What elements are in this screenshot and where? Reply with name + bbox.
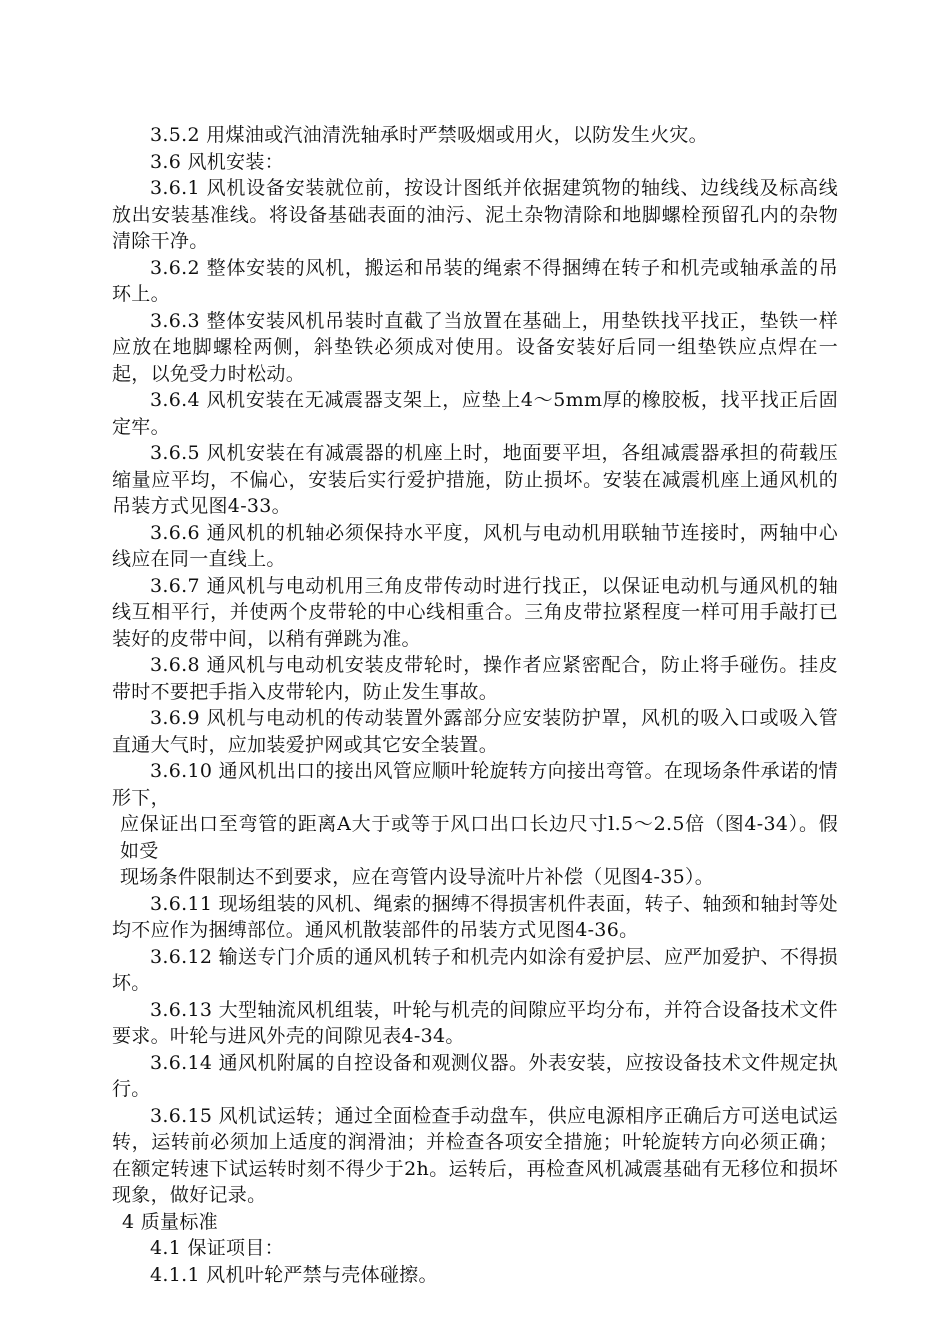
paragraph-3-6-5: 3.6.5 风机安装在有减震器的机座上时，地面要平坦，各组减震器承担的荷载压缩量应平均，不偏心，安装后实行爱护措施，防止损坏。安装在减震机座上通风机的吊装方式见图4-33。 — [112, 442, 838, 517]
section-heading-4: 4 质量标准 — [122, 1210, 218, 1233]
paragraph-3-6-8: 3.6.8 通风机与电动机安装皮带轮时，操作者应紧密配合，防止将手碰伤。挂皮带时不要把手指入皮带轮内，防止发生事故。 — [112, 654, 838, 703]
paragraph-3-6-3: 3.6.3 整体安装风机吊装时直截了当放置在基础上，用垫铁找平找正，垫铁一样应放在地脚螺栓两侧，斜垫铁必须成对使用。设备安装好后同一组垫铁应点焊在一起，以免受力时松动。 — [112, 309, 838, 385]
paragraph-3-6-12: 3.6.12 输送专门介质的通风机转子和机壳内如涂有爱护层、应严加爱护、不得损坏。 — [112, 945, 838, 994]
paragraph-3-6-10-continued: 应保证出口至弯管的距离A大于或等于风口出口长边尺寸l.5～2.5倍（图4-34）。假如受 — [120, 813, 838, 862]
paragraph-3-6-2: 3.6.2 整体安装的风机，搬运和吊装的绳索不得捆缚在转子和机壳或轴承盖的吊环上。 — [112, 256, 838, 305]
section-heading-3-6: 3.6 风机安装： — [150, 150, 284, 173]
paragraph-3-6-10: 3.6.10 通风机出口的接出风管应顺叶轮旋转方向接出弯管。在现场条件承诺的情形下， — [112, 760, 838, 809]
paragraph-3-6-4: 3.6.4 风机安装在无减震器支架上，应垫上4～5mm厚的橡胶板，找平找正后固定牢。 — [112, 389, 838, 438]
section-heading-4-1: 4.1 保证项目： — [150, 1237, 284, 1259]
paragraph-3-6-7: 3.6.7 通风机与电动机用三角皮带传动时进行找正，以保证电动机与通风机的轴线互相平行，并使两个皮带轮的中心线相重合。三角皮带拉紧程度一样可用手敲打已装好的皮带中间，以稍有弹跳为准。 — [112, 574, 838, 650]
paragraph-3-6-10-end: 现场条件限制达不到要求，应在弯管内设导流叶片补偿（见图4-35）。 — [120, 866, 715, 888]
paragraph-3-6-13: 3.6.13 大型轴流风机组装，叶轮与机壳的间隙应平均分布，并符合设备技术文件要求。叶轮与进风外壳的间隙见表4-34。 — [112, 998, 838, 1047]
paragraph-3-6-11: 3.6.11 现场组装的风机、绳索的捆缚不得损害机件表面，转子、轴颈和轴封等处均不应作为捆缚部位。通风机散装部件的吊装方式见图4-36。 — [112, 892, 838, 941]
paragraph-3-6-9: 3.6.9 风机与电动机的传动装置外露部分应安装防护罩，风机的吸入口或吸入管直通大气时，应加装爱护网或其它安全装置。 — [112, 707, 838, 756]
paragraph-3-6-6: 3.6.6 通风机的机轴必须保持水平度，风机与电动机用联轴节连接时，两轴中心线应在同一直线上。 — [112, 521, 838, 570]
body-text — [112, 122, 838, 1288]
paragraph-4-1-1: 4.1.1 风机叶轮严禁与壳体碰擦。 — [150, 1263, 438, 1286]
paragraph-3-6-15: 3.6.15 风机试运转；通过全面检查手动盘车，供应电源相序正确后方可送电试运转，运转前必须加上适度的润滑油；并检查各项安全措施；叶轮旋转方向必须正确；在额定转速下试运转时刻不得少于2h。运转后，再检查风机减震基础有无移位和损坏现象，做好记录。 — [112, 1104, 838, 1206]
paragraph-3-6-1: 3.6.1 风机设备安装就位前，按设计图纸并依据建筑物的轴线、边线线及标高线放出安装基准线。将设备基础表面的油污、泥土杂物清除和地脚螺栓预留孔内的杂物清除干净。 — [112, 177, 838, 252]
paragraph-3-5-2: 3.5.2 用煤油或汽油清洗轴承时严禁吸烟或用火，以防发生火灾。 — [150, 124, 708, 146]
paragraph-3-6-14: 3.6.14 通风机附属的自控设备和观测仪器。外表安装，应按设备技术文件规定执行。 — [112, 1051, 838, 1100]
